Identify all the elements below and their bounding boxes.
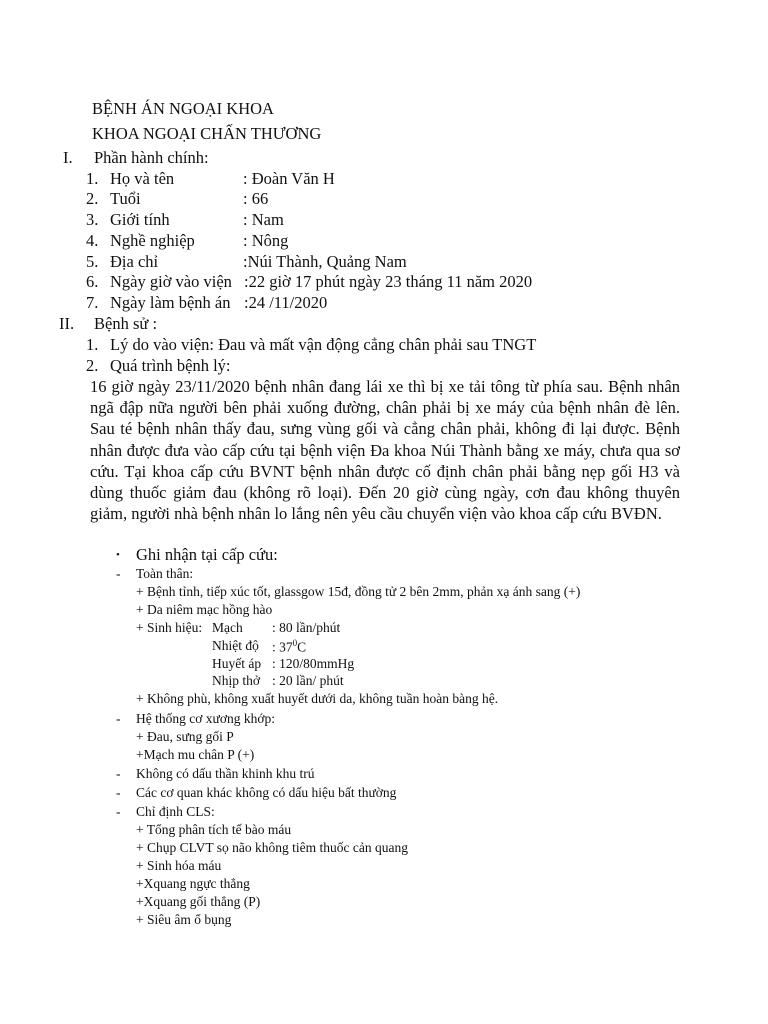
dash-marker: - — [116, 566, 121, 581]
field-value-age: : 66 — [243, 189, 269, 208]
vital-value-temperature: : $37^0C$ — [272, 638, 307, 655]
field-value-admission-time: :22 giờ 17 phút ngày 23 tháng 11 năm 2020 — [244, 272, 533, 291]
field-value-name: : Đoàn Văn H — [243, 169, 335, 188]
history-paragraph: 16 giờ ngày 23/11/2020 bệnh nhân đang lái xe thì bị xe tải tông từ phía sau. Bệnh nhân ngã đập nữa người bên phải xuống đường, chân phải bị xe máy của bệnh nhân đè lên. Sau té bệnh nhân thấy đau, sưng vùng gối và cẳng chân phải, không đi lại được. Bệnh nhân được đưa vào cấp cứu tại bệnh viện Đa khoa Núi Thành bằng xe máy, chưa qua sơ cứu. Tại khoa cấp cứu BVNT bệnh nhân được cố định chân phải bằng nẹp gối H3 và dùng thuốc giảm đau (không rõ loại). Đến 20 giờ cùng ngày, cơn đau không thuyên giảm, người nhà bệnh nhân lo lắng nên yêu cầu chuyển viện vào khoa cấp cứu BVĐN. — [90, 377, 680, 524]
dash-marker: - — [116, 766, 121, 781]
admission-reason: Lý do vào viện: Đau và mất vận động cẳng chân phải sau TNGT — [110, 335, 537, 354]
cls-item: + Siêu âm ổ bụng — [136, 912, 232, 927]
msk-line: + Đau, sưng gối P — [136, 729, 234, 744]
other-organs-finding: Các cơ quan khác không có dấu hiệu bất thường — [136, 785, 397, 800]
cls-heading: Chỉ định CLS: — [136, 804, 215, 819]
field-value-sex: : Nam — [243, 210, 284, 229]
field-value-address: :Núi Thành, Quảng Nam — [243, 252, 407, 271]
section-1-number: I. — [63, 148, 73, 167]
vital-label-respiration: Nhịp thở — [212, 673, 261, 688]
cls-item: + Sinh hóa máu — [136, 858, 222, 873]
field-label-record-date: Ngày làm bệnh án — [110, 293, 231, 312]
list-item-number: 3. — [86, 210, 99, 229]
dash-marker: - — [116, 804, 121, 819]
list-item-number: 1. — [86, 169, 99, 188]
list-item-number: 6. — [86, 272, 99, 291]
vital-value-blood-pressure: : 120/80mmHg — [272, 656, 355, 671]
vitals-prefix: + Sinh hiệu: — [136, 620, 203, 635]
field-value-occupation: : Nông — [243, 231, 289, 250]
vital-label-temperature: Nhiệt độ — [212, 638, 259, 653]
field-label-name: Họ và tên — [110, 169, 175, 188]
field-label-admission-time: Ngày giờ vào viện — [110, 272, 232, 291]
er-notes-title: Ghi nhận tại cấp cứu: — [136, 545, 278, 564]
cls-item: +Xquang ngực thẳng — [136, 876, 250, 891]
list-item-number: 7. — [86, 293, 99, 312]
neuro-finding: Không có dấu thần khinh khu trú — [136, 766, 315, 781]
field-label-age: Tuổi — [110, 189, 141, 208]
bullet-icon: • — [116, 549, 120, 561]
field-label-sex: Giới tính — [110, 210, 170, 229]
list-item-number: 2. — [86, 356, 99, 375]
list-item-number: 1. — [86, 335, 99, 354]
document-title: BỆNH ÁN NGOẠI KHOA — [92, 99, 274, 118]
general-exam-line: + Da niêm mạc hồng hào — [136, 602, 273, 617]
general-exam-line: + Bệnh tỉnh, tiếp xúc tốt, glassgow 15đ, đồng tử 2 bên 2mm, phản xạ ánh sang (+) — [136, 584, 581, 599]
list-item-number: 4. — [86, 231, 99, 250]
field-label-address: Địa chỉ — [110, 252, 159, 271]
general-exam-line: + Không phù, không xuất huyết dưới da, không tuần hoàn bàng hệ. — [136, 691, 499, 706]
history-heading: Quá trình bệnh lý: — [110, 356, 231, 375]
dash-marker: - — [116, 711, 121, 726]
vital-value-respiration: : 20 lần/ phút — [272, 673, 344, 688]
general-exam-heading: Toàn thân: — [136, 566, 194, 581]
section-2-number: II. — [59, 314, 75, 333]
vital-label-pulse: Mạch — [212, 620, 243, 635]
dash-marker: - — [116, 785, 121, 800]
cls-item: +Xquang gối thẳng (P) — [136, 894, 261, 909]
field-label-occupation: Nghề nghiệp — [110, 231, 195, 250]
cls-item: + Tổng phân tích tế bào máu — [136, 822, 292, 837]
vital-label-blood-pressure: Huyết áp — [212, 656, 262, 671]
department-title: KHOA NGOẠI CHẤN THƯƠNG — [92, 124, 322, 143]
msk-heading: Hệ thống cơ xương khớp: — [136, 711, 275, 726]
msk-line: +Mạch mu chân P (+) — [136, 747, 255, 762]
cls-item: + Chụp CLVT sọ não không tiêm thuốc cản quang — [136, 840, 408, 855]
list-item-number: 5. — [86, 252, 99, 271]
section-1-title: Phần hành chính: — [94, 148, 209, 167]
section-2-title: Bệnh sử : — [94, 314, 158, 333]
vital-value-pulse: : 80 lần/phút — [272, 620, 341, 635]
list-item-number: 2. — [86, 189, 99, 208]
field-value-record-date: :24 /11/2020 — [244, 293, 328, 312]
